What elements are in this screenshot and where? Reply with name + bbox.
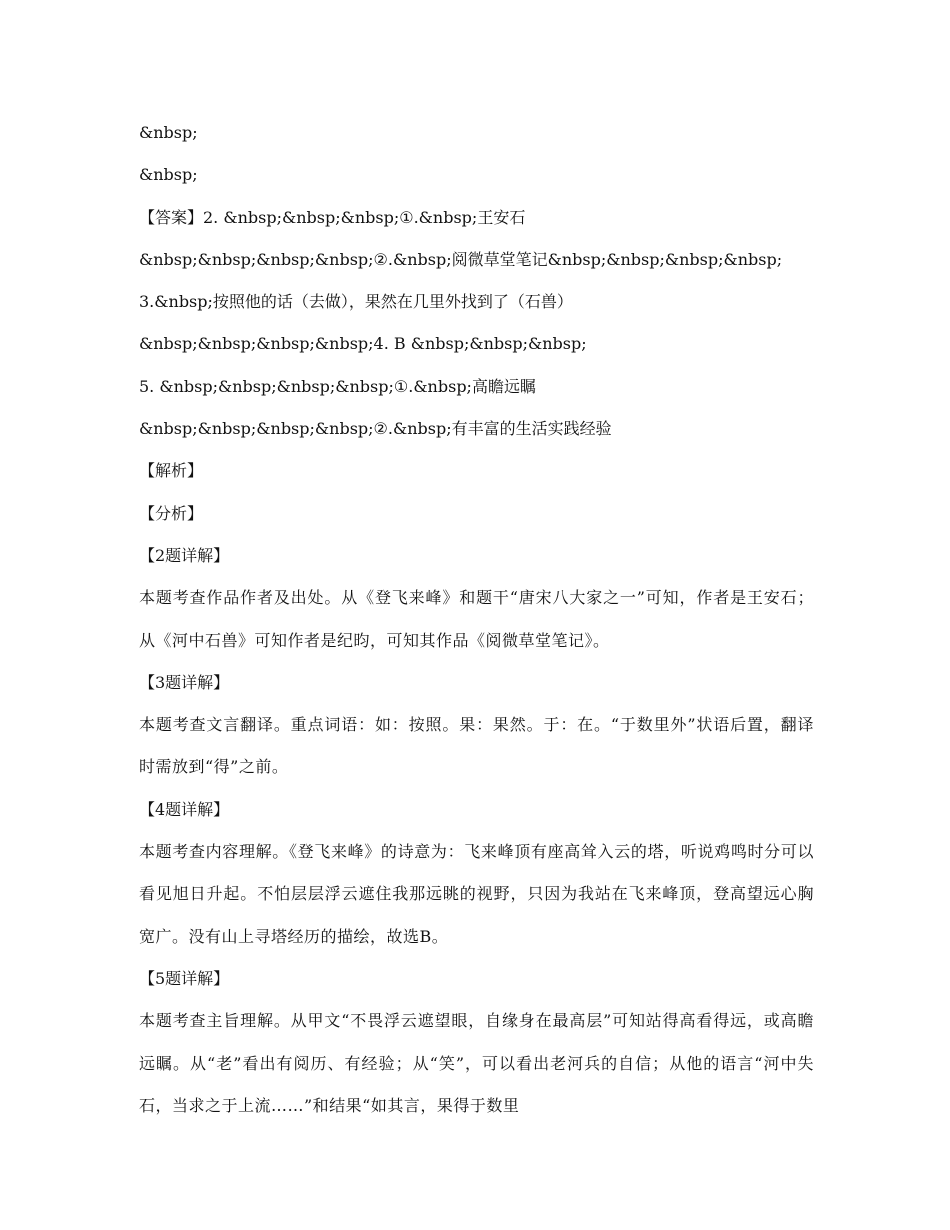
q2-detail-paragraph: 本题考查作品作者及出处。从《登飞来峰》和题干“唐宋八大家之一”可知，作者是王安石；从《河中石兽》可知作者是纪昀，可知其作品《阅微草堂笔记》。	[139, 588, 814, 650]
answer-line-4: &nbsp;&nbsp;&nbsp;&nbsp;4. B &nbsp;&nbsp;&nbsp;	[139, 334, 587, 354]
text-line-1: &nbsp;	[139, 123, 198, 142]
answer-line-5-2: &nbsp;&nbsp;&nbsp;&nbsp;②.&nbsp;有丰富的生活实践经验	[139, 419, 612, 439]
document-body	[139, 112, 814, 1127]
q5-detail-paragraph: 本题考查主旨理解。从甲文“不畏浮云遮望眼，自缘身在最高层”可知站得高看得远，或高瞻远瞩。从“老”看出有阅历、有经验；从“笑”，可以看出老河兵的自信；从他的语言“河中失石，当求之于上流……”和结果“如其言，果得于数里	[139, 1011, 814, 1115]
q5-heading: 【5题详解】	[139, 968, 230, 988]
answer-line-3: 3.&nbsp;按照他的话（去做），果然在几里外找到了（石兽）	[139, 292, 573, 312]
text-line-2: &nbsp;	[139, 165, 198, 185]
q2-heading: 【2题详解】	[139, 545, 230, 565]
analysis-heading: 【解析】	[139, 461, 204, 481]
q4-heading: 【4题详解】	[139, 799, 230, 819]
q3-detail-paragraph: 本题考查文言翻译。重点词语：如：按照。果：果然。于：在。“于数里外”状语后置，翻译时需放到“得”之前。	[139, 715, 814, 777]
q4-detail-paragraph: 本题考查内容理解。《登飞来峰》的诗意为：飞来峰顶有座高耸入云的塔，听说鸡鸣时分可以看见旭日升起。不怕层层浮云遮住我那远眺的视野，只因为我站在飞来峰顶，登高望远心胸宽广。没有山上寻塔经历的描绘，故选B。	[139, 842, 814, 946]
fenxi-heading: 【分析】	[139, 503, 204, 523]
answer-line-2-2: &nbsp;&nbsp;&nbsp;&nbsp;②.&nbsp;阅微草堂笔记&nbsp;&nbsp;&nbsp;&nbsp;	[139, 249, 783, 269]
answer-line-5-1: 5. &nbsp;&nbsp;&nbsp;&nbsp;①.&nbsp;高瞻远瞩	[139, 376, 536, 396]
answer-heading-line: 【答案】2. &nbsp;&nbsp;&nbsp;①.&nbsp;王安石	[139, 207, 526, 227]
q3-heading: 【3题详解】	[139, 672, 230, 692]
